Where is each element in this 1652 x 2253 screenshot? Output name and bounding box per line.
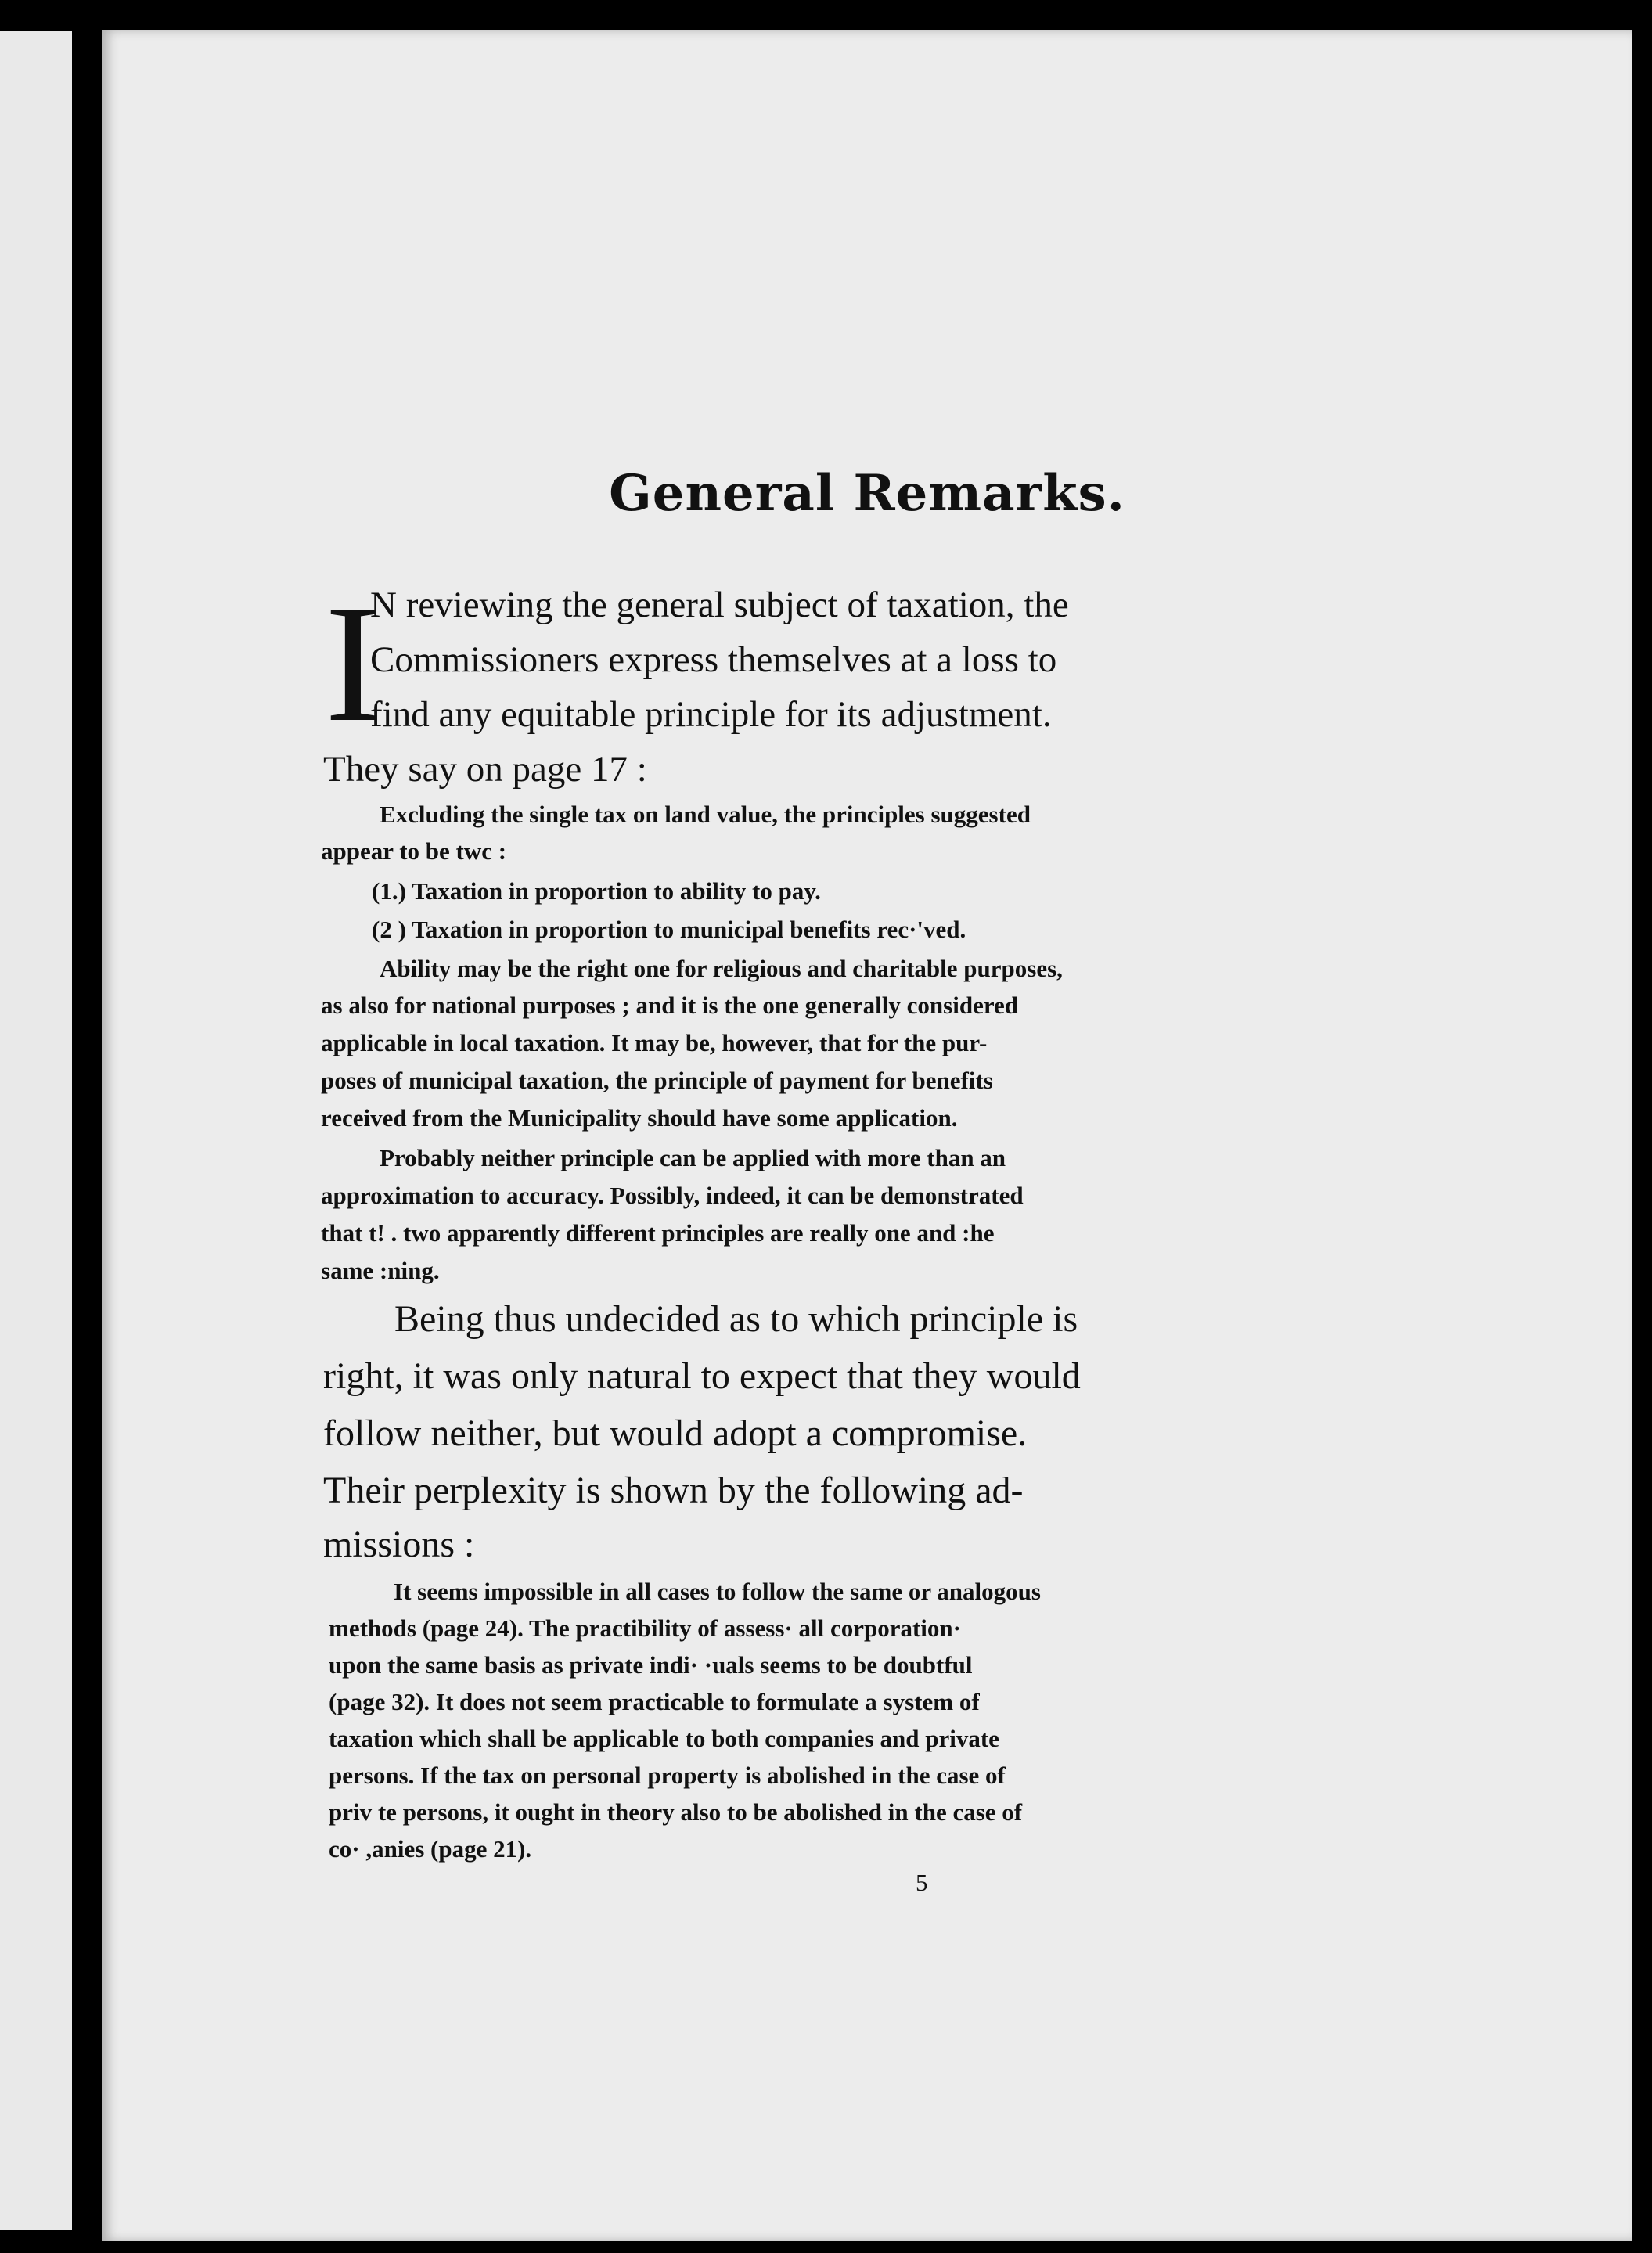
intro-line: find any equitable principle for its adjustment. [370,694,1052,735]
quote-line: (page 32). It does not seem practicable to formulate a system of [329,1688,980,1715]
body-line: missions : [323,1524,475,1565]
quote-line: appear to be twc : [321,837,507,865]
quote-line: same :ning. [321,1257,440,1284]
body-line: right, it was only natural to expect that they would [323,1355,1081,1397]
body-line: Being thus undecided as to which principle is [394,1298,1078,1340]
quote-line: (1.) Taxation in proportion to ability to pay. [372,877,821,905]
quote-line: Probably neither principle can be applied with more than an [380,1144,1006,1171]
quote-line: received from the Municipality should have some application. [321,1104,958,1132]
quote-line: It seems impossible in all cases to follow the same or analogous [394,1578,1041,1605]
quote-line: taxation which shall be applicable to both companies and private [329,1725,999,1752]
quote-line: persons. If the tax on personal property is abolished in the case of [329,1762,1006,1789]
quote-line: as also for national purposes ; and it is the one generally considered [321,992,1019,1019]
page-number: 5 [916,1869,928,1896]
book-spine [75,34,102,2226]
document-page [102,30,1632,2241]
quote-line: upon the same basis as private indi· ·uals seems to be doubtful [329,1651,973,1679]
intro-line: They say on page 17 : [323,749,647,790]
quote-line: Ability may be the right one for religious and charitable purposes, [380,955,1063,982]
page-title: General Remarks. [609,464,1125,523]
quote-line: (2 ) Taxation in proportion to municipal benefits rec·'ved. [372,916,966,943]
quote-line: Excluding the single tax on land value, the principles suggested [380,801,1031,828]
quote-line: poses of municipal taxation, the principle of payment for benefits [321,1067,993,1094]
drop-cap: I [325,570,381,757]
body-line: follow neither, but would adopt a compromise. [323,1413,1028,1454]
intro-line: Commissioners express themselves at a loss to [370,639,1057,680]
facing-page-edge [0,31,72,2230]
body-line: Their perplexity is shown by the following ad- [323,1470,1024,1511]
quote-line: methods (page 24). The practibility of assess· all corporation· [329,1614,961,1642]
quote-line: applicable in local taxation. It may be, however, that for the pur- [321,1029,988,1056]
quote-line: approximation to accuracy. Possibly, indeed, it can be demonstrated [321,1182,1024,1209]
quote-line: that t! . two apparently different principles are really one and :he [321,1219,995,1247]
intro-line: N reviewing the general subject of taxation, the [370,585,1069,625]
quote-line: co· ,anies (page 21). [329,1835,532,1863]
quote-line: priv te persons, it ought in theory also to be abolished in the case of [329,1798,1023,1826]
